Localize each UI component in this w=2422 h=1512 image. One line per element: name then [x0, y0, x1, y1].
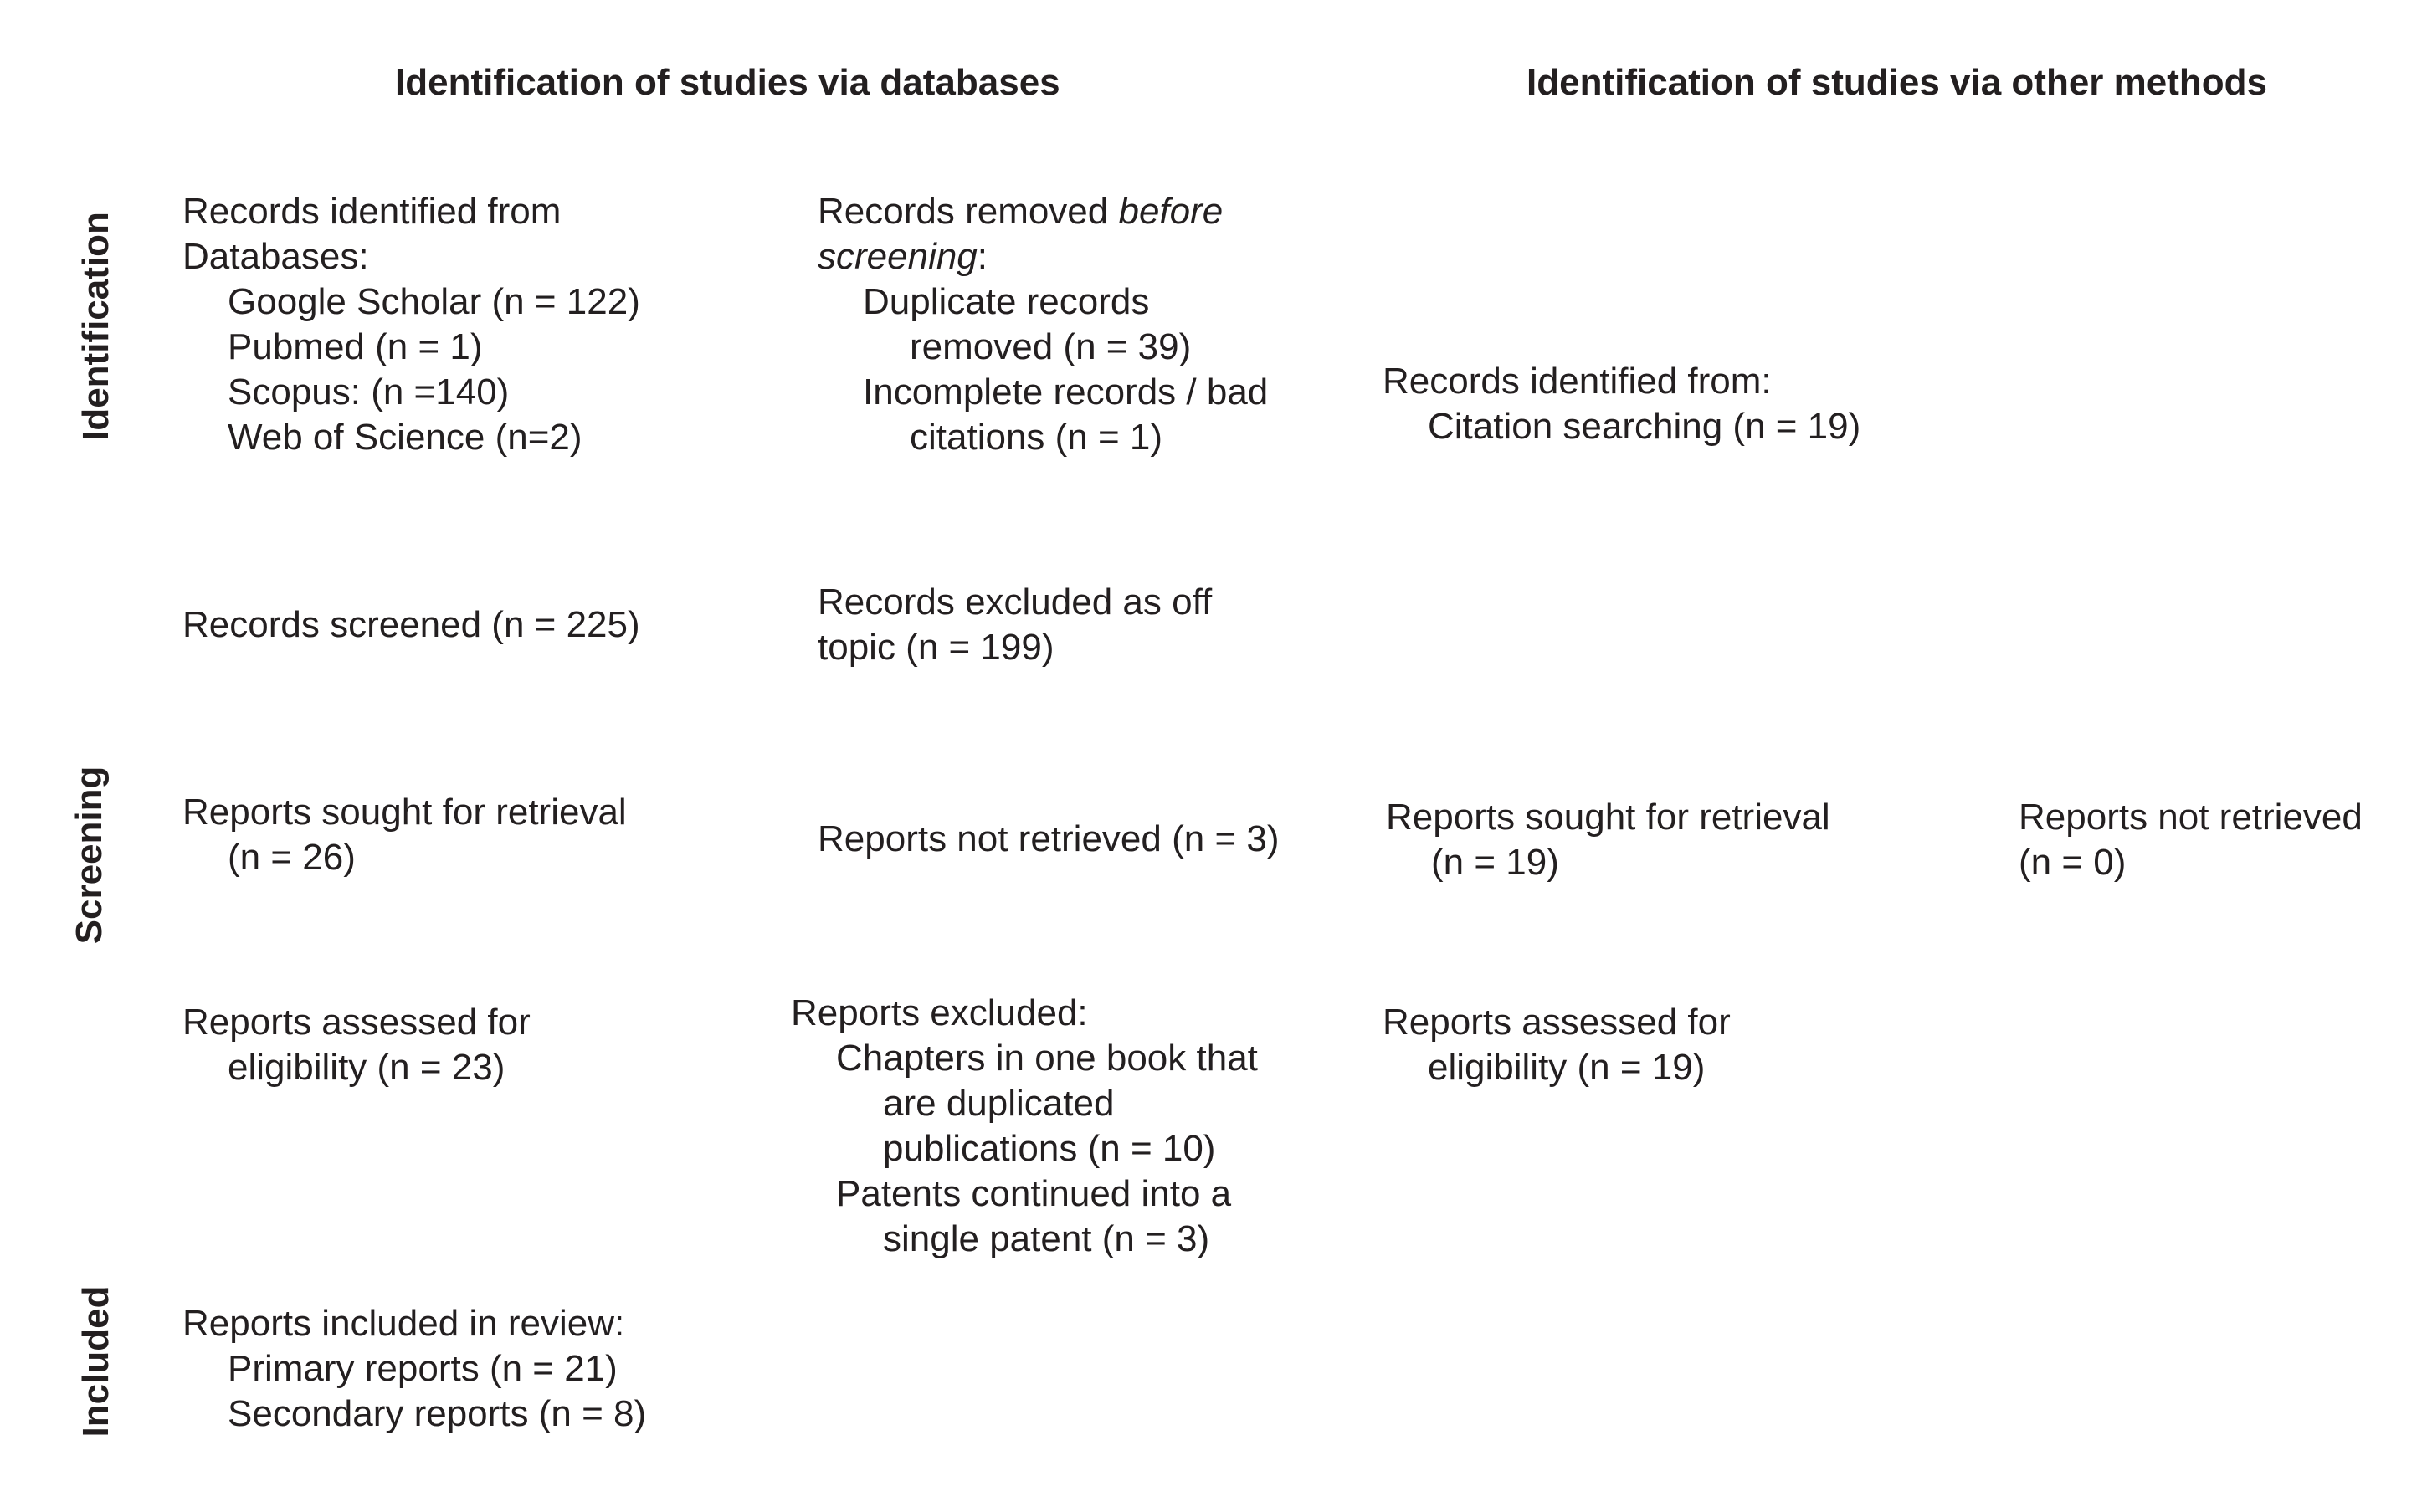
- stage-label-included: Included: [75, 1285, 116, 1438]
- records-identified-databases: [182, 189, 640, 460]
- records-removed-title-line2: screening:: [818, 236, 988, 277]
- records-screened: Records screened (n = 225): [182, 604, 640, 645]
- removed-item: removed (n = 39): [910, 326, 1192, 367]
- not-retrieved-line: Reports not retrieved: [2019, 797, 2363, 838]
- records-removed-title-line1: Records removed before: [818, 191, 1224, 232]
- database-item: Pubmed (n = 1): [228, 326, 483, 367]
- records-identified-other-line2: Citation searching (n = 19): [1428, 406, 1861, 447]
- reports-excluded: [791, 991, 1258, 1262]
- included-item: Secondary reports (n = 8): [228, 1393, 647, 1434]
- reports-sought-databases: [182, 790, 627, 880]
- not-retrieved-line: (n = 0): [2019, 842, 2127, 883]
- database-item: Google Scholar (n = 122): [228, 281, 640, 322]
- included-item: Primary reports (n = 21): [228, 1348, 618, 1389]
- excluded-reason: publications (n = 10): [883, 1128, 1216, 1169]
- records-identified-other-line1: Records identified from:: [1383, 361, 1772, 402]
- records-excluded-off-topic: [818, 580, 1212, 670]
- assessed-line: Reports assessed for: [1383, 1002, 1731, 1043]
- assessed-line: Reports assessed for: [182, 1002, 531, 1043]
- reports-assessed-databases: [182, 1000, 531, 1090]
- reports-included-in-review: [182, 1301, 646, 1437]
- database-item: Web of Science (n=2): [228, 417, 582, 458]
- reports-not-retrieved-databases: Reports not retrieved (n = 3): [818, 818, 1280, 859]
- records-identified-other: [1383, 359, 1860, 449]
- assessed-line: eligibility (n = 23): [228, 1047, 505, 1088]
- database-item: Scopus: (n =140): [228, 372, 510, 413]
- assessed-line: eligibility (n = 19): [1428, 1047, 1706, 1088]
- reports-sought-other: [1386, 795, 1830, 885]
- sought-line: (n = 26): [228, 837, 356, 878]
- excluded-reason: single patent (n = 3): [883, 1218, 1210, 1259]
- reports-not-retrieved-other: [2019, 795, 2363, 885]
- header-databases: Identification of studies via databases: [395, 62, 1060, 103]
- records-identified-line2: Databases:: [182, 236, 369, 277]
- reports-assessed-other: [1383, 1000, 1731, 1090]
- included-title: Reports included in review:: [182, 1303, 625, 1344]
- header-other-methods: Identification of studies via other methods: [1527, 62, 2267, 103]
- removed-item: Incomplete records / bad: [863, 372, 1269, 413]
- reports-excluded-title: Reports excluded:: [791, 992, 1088, 1033]
- excluded-line: Records excluded as off: [818, 582, 1213, 623]
- excluded-reason: are duplicated: [883, 1083, 1115, 1124]
- sought-line: Reports sought for retrieval: [1386, 797, 1830, 838]
- excluded-reason: Chapters in one book that: [836, 1038, 1258, 1079]
- excluded-reason: Patents continued into a: [836, 1173, 1232, 1214]
- excluded-line: topic (n = 199): [818, 627, 1054, 668]
- sought-line: (n = 19): [1431, 842, 1559, 883]
- stage-label-identification: Identification: [75, 212, 116, 441]
- removed-item: citations (n = 1): [910, 417, 1163, 458]
- removed-item: Duplicate records: [863, 281, 1150, 322]
- stage-label-screening: Screening: [69, 766, 110, 945]
- sought-line: Reports sought for retrieval: [182, 792, 627, 833]
- records-identified-line1: Records identified from: [182, 191, 562, 232]
- records-removed-before-screening: [818, 189, 1268, 460]
